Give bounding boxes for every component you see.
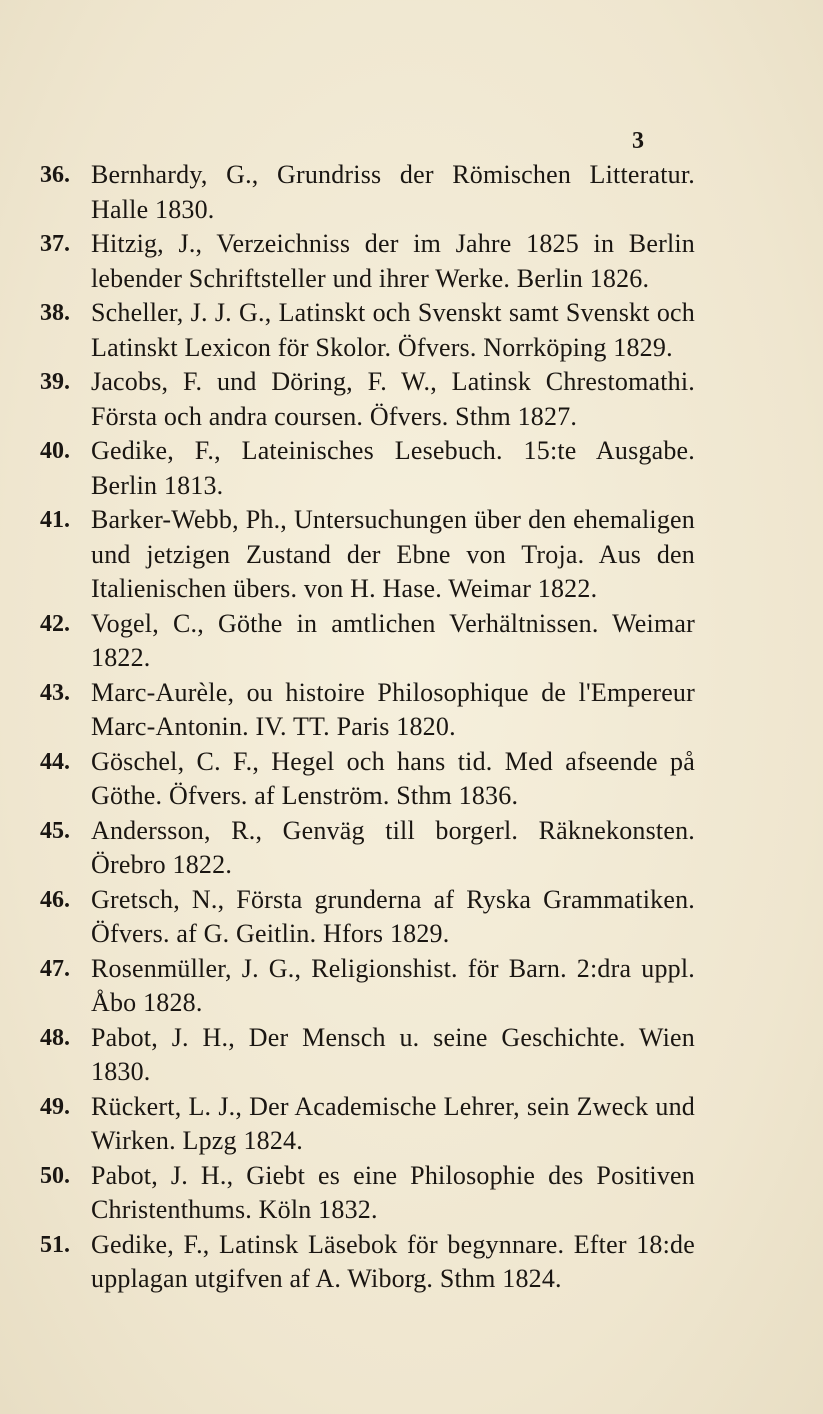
entry-number: 41.	[40, 507, 70, 533]
entry-text: Scheller, J. J. G., Latinskt och Svenskt samt Svenskt och Latinskt Lexicon för Skolor. Öfvers. Norrköping 1829.	[91, 298, 695, 362]
entry-number: 48.	[40, 1024, 70, 1051]
bibliography-list	[40, 158, 695, 1297]
entry-text: Gedike, F., Lateinisches Lesebuch. 15:te Ausgabe. Berlin 1813.	[91, 436, 695, 500]
entry-number: 40.	[40, 438, 70, 464]
entry-text: Bernhardy, G., Grundriss der Römischen Litteratur. Halle 1830.	[91, 160, 695, 224]
list-item	[40, 1021, 695, 1090]
list-item	[40, 745, 695, 814]
list-item	[40, 1159, 695, 1228]
entry-number: 42.	[40, 610, 70, 637]
list-item	[40, 365, 695, 434]
entry-number: 49.	[40, 1093, 70, 1120]
entry-text: Gretsch, N., Första grunderna af Ryska Grammatiken. Öfvers. af G. Geitlin. Hfors 1829.	[91, 884, 695, 948]
entry-text: Jacobs, F. und Döring, F. W., Latinsk Chrestomathi. Första och andra coursen. Öfvers. Sthm 1827.	[91, 367, 695, 431]
entry-number: 36.	[40, 162, 70, 188]
entry-number: 47.	[40, 955, 70, 982]
list-item	[40, 607, 695, 676]
list-item	[40, 814, 695, 883]
entry-text: Pabot, J. H., Der Mensch u. seine Geschichte. Wien 1830.	[91, 1022, 695, 1086]
entry-number: 51.	[40, 1231, 70, 1258]
list-item	[40, 227, 695, 296]
entry-number: 43.	[40, 679, 70, 706]
entry-text: Rosenmüller, J. G., Religionshist. för Barn. 2:dra uppl. Åbo 1828.	[91, 953, 695, 1017]
entry-text: Andersson, R., Genväg till borgerl. Räknekonsten. Örebro 1822.	[91, 815, 695, 879]
entry-number: 50.	[40, 1162, 70, 1189]
list-item	[40, 952, 695, 1021]
entry-text: Rückert, L. J., Der Academische Lehrer, sein Zweck und Wirken. Lpzg 1824.	[91, 1091, 695, 1155]
entry-number: 45.	[40, 817, 70, 844]
entry-text: Vogel, C., Göthe in amtlichen Verhältnissen. Weimar 1822.	[91, 608, 695, 672]
list-item	[40, 434, 695, 503]
entry-number: 46.	[40, 886, 70, 913]
entry-text: Pabot, J. H., Giebt es eine Philosophie des Positiven Christenthums. Köln 1832.	[91, 1160, 695, 1224]
entry-number: 44.	[40, 748, 70, 775]
list-item	[40, 1228, 695, 1297]
list-item	[40, 1090, 695, 1159]
entry-number: 37.	[40, 231, 70, 257]
page-number: 3	[632, 128, 644, 154]
list-item	[40, 158, 695, 227]
list-item	[40, 296, 695, 365]
entry-text: Hitzig, J., Verzeichniss der im Jahre 1825 in Berlin lebender Schriftsteller und ihrer Werke. Berlin 1826.	[91, 229, 695, 293]
list-item	[40, 883, 695, 952]
list-item	[40, 676, 695, 745]
entry-text: Gedike, F., Latinsk Läsebok för begynnare. Efter 18:de upplagan utgifven af A. Wiborg. Sthm 1824.	[91, 1229, 695, 1293]
list-item	[40, 503, 695, 607]
entry-text: Göschel, C. F., Hegel och hans tid. Med afseende på Göthe. Öfvers. af Lenström. Sthm 1836.	[91, 746, 695, 810]
entry-text: Marc-Aurèle, ou histoire Philosophique de l'Empereur Marc-Antonin. IV. TT. Paris 1820.	[91, 677, 695, 741]
entry-text: Barker-Webb, Ph., Untersuchungen über den ehemaligen und jetzigen Zustand der Ebne von Troja. Aus den Italienischen übers. von H. Hase. Weimar 1822.	[91, 505, 695, 603]
entry-number: 38.	[40, 300, 70, 326]
entry-number: 39.	[40, 369, 70, 395]
